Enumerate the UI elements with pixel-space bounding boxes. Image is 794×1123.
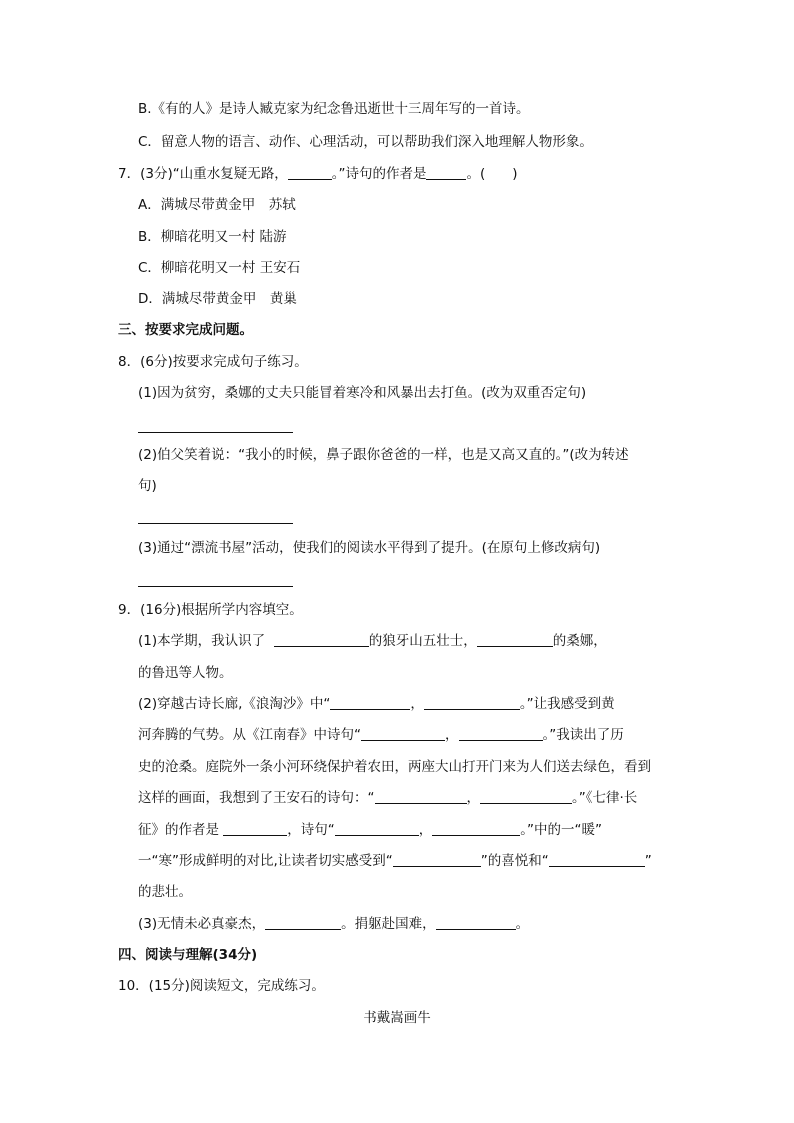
q7-stem: 7．(3分)“山重水复疑无路， 。”诗句的作者是 。( ) xyxy=(118,166,518,182)
q9-stem: 9．(16分)根据所学内容填空。 xyxy=(118,602,303,618)
q9-p2-blank-8[interactable] xyxy=(335,821,419,836)
q9-part-2-line-5: 征》的作者是 ，诗句“ ， 。”中的一“暖” xyxy=(138,822,603,838)
q9-p1-blank-2[interactable] xyxy=(477,632,553,647)
q8-answer-line-1[interactable] xyxy=(138,432,293,433)
q9-p2-blank-3[interactable] xyxy=(361,726,445,741)
q9-p2-blank-5[interactable] xyxy=(375,789,467,804)
q9-part-2-line-4: 这样的画面，我想到了王安石的诗句：“ ， 。”《七律·长 xyxy=(138,790,638,806)
q9-part-2-line-2: 河奔腾的气势。从《江南春》中诗句“ ， 。”我读出了历 xyxy=(138,727,624,743)
q7-option-d[interactable]: D．满城尽带黄金甲 黄巢 xyxy=(138,291,297,307)
q6-option-c: C．留意人物的语言、动作、心理活动，可以帮助我们深入地理解人物形象。 xyxy=(138,134,593,150)
q9-p3-blank-1[interactable] xyxy=(265,915,341,930)
q9-p2-blank-9[interactable] xyxy=(432,821,520,836)
section-4-heading: 四、阅读与理解(34分) xyxy=(118,947,258,963)
q9-part-2-line-6: 一“寒”形成鲜明的对比,让读者切实感受到“ ”的喜悦和“ ” xyxy=(138,853,652,869)
q9-p3-blank-2[interactable] xyxy=(436,915,516,930)
q9-p2-blank-1[interactable] xyxy=(330,695,410,710)
q8-part-2: (2)伯父笑着说：“我小的时候，鼻子跟你爸爸的一样，也是又高又直的。”(改为转述 xyxy=(138,447,629,463)
q10-stem: 10．(15分)阅读短文，完成练习。 xyxy=(118,978,325,994)
q9-p2-blank-2[interactable] xyxy=(424,695,520,710)
q6-option-b: B.《有的人》是诗人臧克家为纪念鲁迅逝世十三周年写的一首诗。 xyxy=(138,101,530,117)
q8-part-2-cont: 句) xyxy=(138,478,157,494)
q7-blank-2[interactable] xyxy=(426,165,466,180)
q9-part-3: (3)无情未必真豪杰， 。捐躯赴国难， 。 xyxy=(138,916,530,932)
q9-p2-blank-7[interactable] xyxy=(223,821,287,836)
q8-part-3: (3)通过“漂流书屋”活动，使我们的阅读水平得到了提升。(在原句上修改病句) xyxy=(138,540,601,556)
q8-part-1: (1)因为贫穷，桑娜的丈夫只能冒着寒冷和风暴出去打鱼。(改为双重否定句) xyxy=(138,385,587,401)
q8-stem: 8．(6分)按要求完成句子练习。 xyxy=(118,354,308,370)
q7-blank-1[interactable] xyxy=(288,165,332,180)
q9-p2-blank-4[interactable] xyxy=(459,726,543,741)
q8-answer-line-3[interactable] xyxy=(138,586,293,587)
q7-option-a[interactable]: A．满城尽带黄金甲 苏轼 xyxy=(138,197,296,213)
q9-part-2-line-7: 的悲壮。 xyxy=(138,884,192,900)
q9-part-1-line-2: 的鲁迅等人物。 xyxy=(138,665,233,681)
q9-p2-blank-11[interactable] xyxy=(549,852,645,867)
q7-option-c[interactable]: C．柳暗花明又一村 王安石 xyxy=(138,260,301,276)
q8-answer-line-2[interactable] xyxy=(138,523,293,524)
q9-part-2-line-3: 史的沧桑。庭院外一条小河环绕保护着农田，两座大山打开门来为人们送去绿色，看到 xyxy=(138,759,651,775)
q9-part-1-line-1: (1)本学期，我认识了 的狼牙山五壮士， 的桑娜， xyxy=(138,633,607,649)
q7-option-b[interactable]: B．柳暗花明又一村 陆游 xyxy=(138,229,287,245)
q9-p2-blank-10[interactable] xyxy=(393,852,481,867)
section-3-heading: 三、按要求完成问题。 xyxy=(118,322,253,338)
q9-p1-blank-1[interactable] xyxy=(274,632,369,647)
q9-p2-blank-6[interactable] xyxy=(480,789,572,804)
passage-title: 书戴嵩画牛 xyxy=(363,1010,431,1026)
q9-part-2-line-1: (2)穿越古诗长廊,《浪淘沙》中“ ， 。”让我感受到黄 xyxy=(138,696,615,712)
